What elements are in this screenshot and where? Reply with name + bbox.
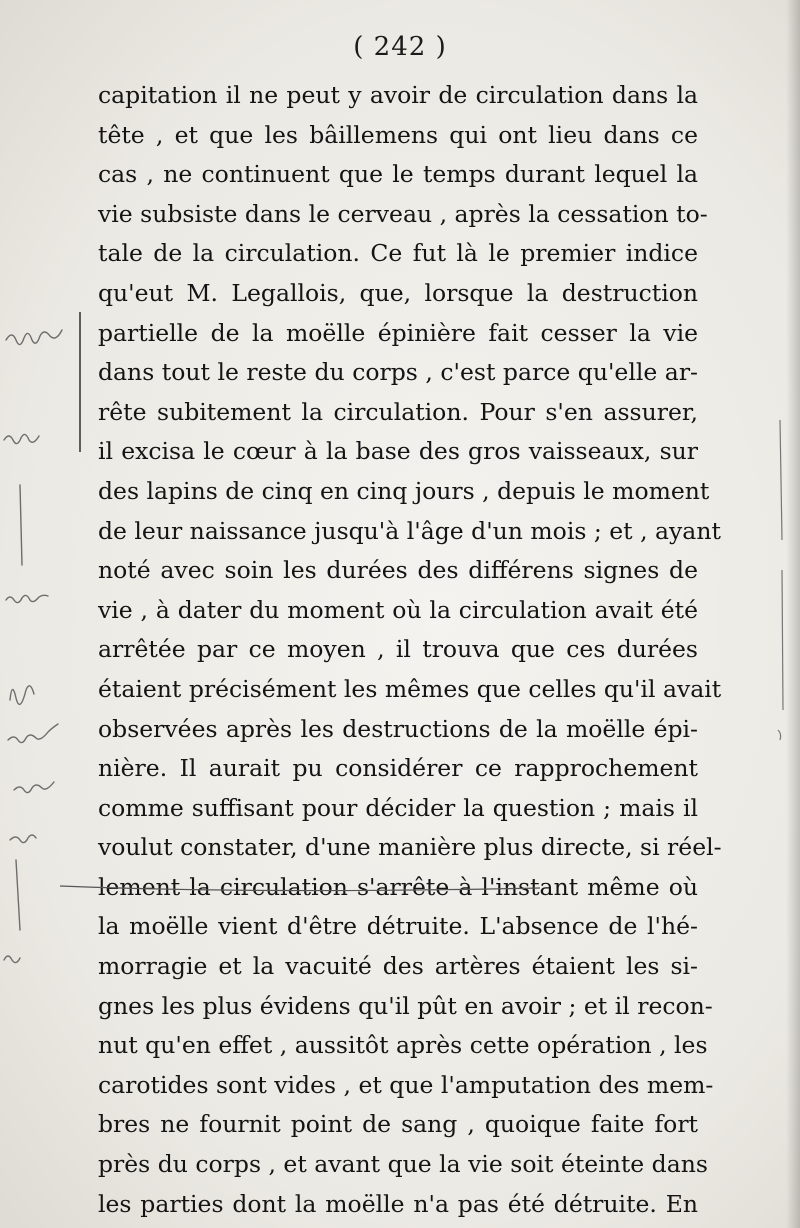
page-number: ( 242 ) — [353, 32, 447, 62]
text-line: les parties dont la moëlle n'a pas été détruite. En — [98, 1189, 698, 1218]
text-line: rête subitement la circulation. Pour s'en assurer, — [98, 397, 698, 426]
text-line: des lapins de cinq en cinq jours , depuis le moment — [98, 476, 710, 505]
text-line: lement la circulation s'arrête à l'instant même où — [98, 872, 698, 901]
text-line: qu'eut M. Legallois, que, lorsque la destruction — [98, 278, 698, 307]
text-line: dans tout le reste du corps , c'est parce qu'elle ar- — [98, 358, 698, 387]
text-line: étaient précisément les mêmes que celles qu'il avait — [98, 674, 722, 703]
text-line: partielle de la moëlle épinière fait cesser la vie — [98, 318, 698, 347]
text-line: voulut constater, d'une manière plus directe, si réel- — [98, 833, 722, 862]
text-line: capitation il ne peut y avoir de circulation dans la — [98, 81, 698, 109]
text-line: morragie et la vacuité des artères étaient les si- — [98, 952, 698, 981]
text-line: nière. Il aurait pu considérer ce rapprochement — [98, 754, 698, 783]
text-line: arrêtée par ce moyen , il trouva que ces durées — [98, 635, 698, 664]
text-line: gnes les plus évidens qu'il pût en avoir ; et il recon- — [98, 991, 713, 1020]
text-line: tale de la circulation. Ce fut là le premier indice — [98, 239, 698, 268]
text-line: près du corps , et avant que la vie soit éteinte dans — [98, 1150, 708, 1179]
margin-pencil-annotations — [0, 300, 95, 1020]
text-line: tête , et que les bâillemens qui ont lieu dans ce — [98, 120, 698, 149]
text-line: carotides sont vides , et que l'amputation des mem- — [98, 1070, 714, 1099]
text-line: comme suffisant pour décider la question ; mais il — [98, 793, 698, 822]
body-text — [98, 76, 722, 1224]
text-line: la moëlle vient d'être détruite. L'absence de l'hé- — [98, 912, 698, 941]
text-line: cas , ne continuent que le temps durant lequel la — [98, 160, 698, 189]
pencil-underline — [60, 882, 540, 896]
right-margin-marks — [770, 420, 794, 840]
text-line: observées après les destructions de la moëlle épi- — [98, 714, 698, 743]
text-line: nut qu'en effet , aussitôt après cette opération , les — [98, 1031, 708, 1060]
text-line: de leur naissance jusqu'à l'âge d'un mois ; et , ayant — [98, 516, 721, 545]
text-line: vie subsiste dans le cerveau , après la cessation to- — [98, 199, 708, 228]
text-line: noté avec soin les durées des différens signes de — [98, 556, 698, 585]
text-line: bres ne fournit point de sang , quoique faite fort — [98, 1110, 698, 1139]
text-line: vie , à dater du moment où la circulation avait été — [98, 595, 698, 624]
text-line: il excisa le cœur à la base des gros vaisseaux, sur — [98, 437, 698, 466]
